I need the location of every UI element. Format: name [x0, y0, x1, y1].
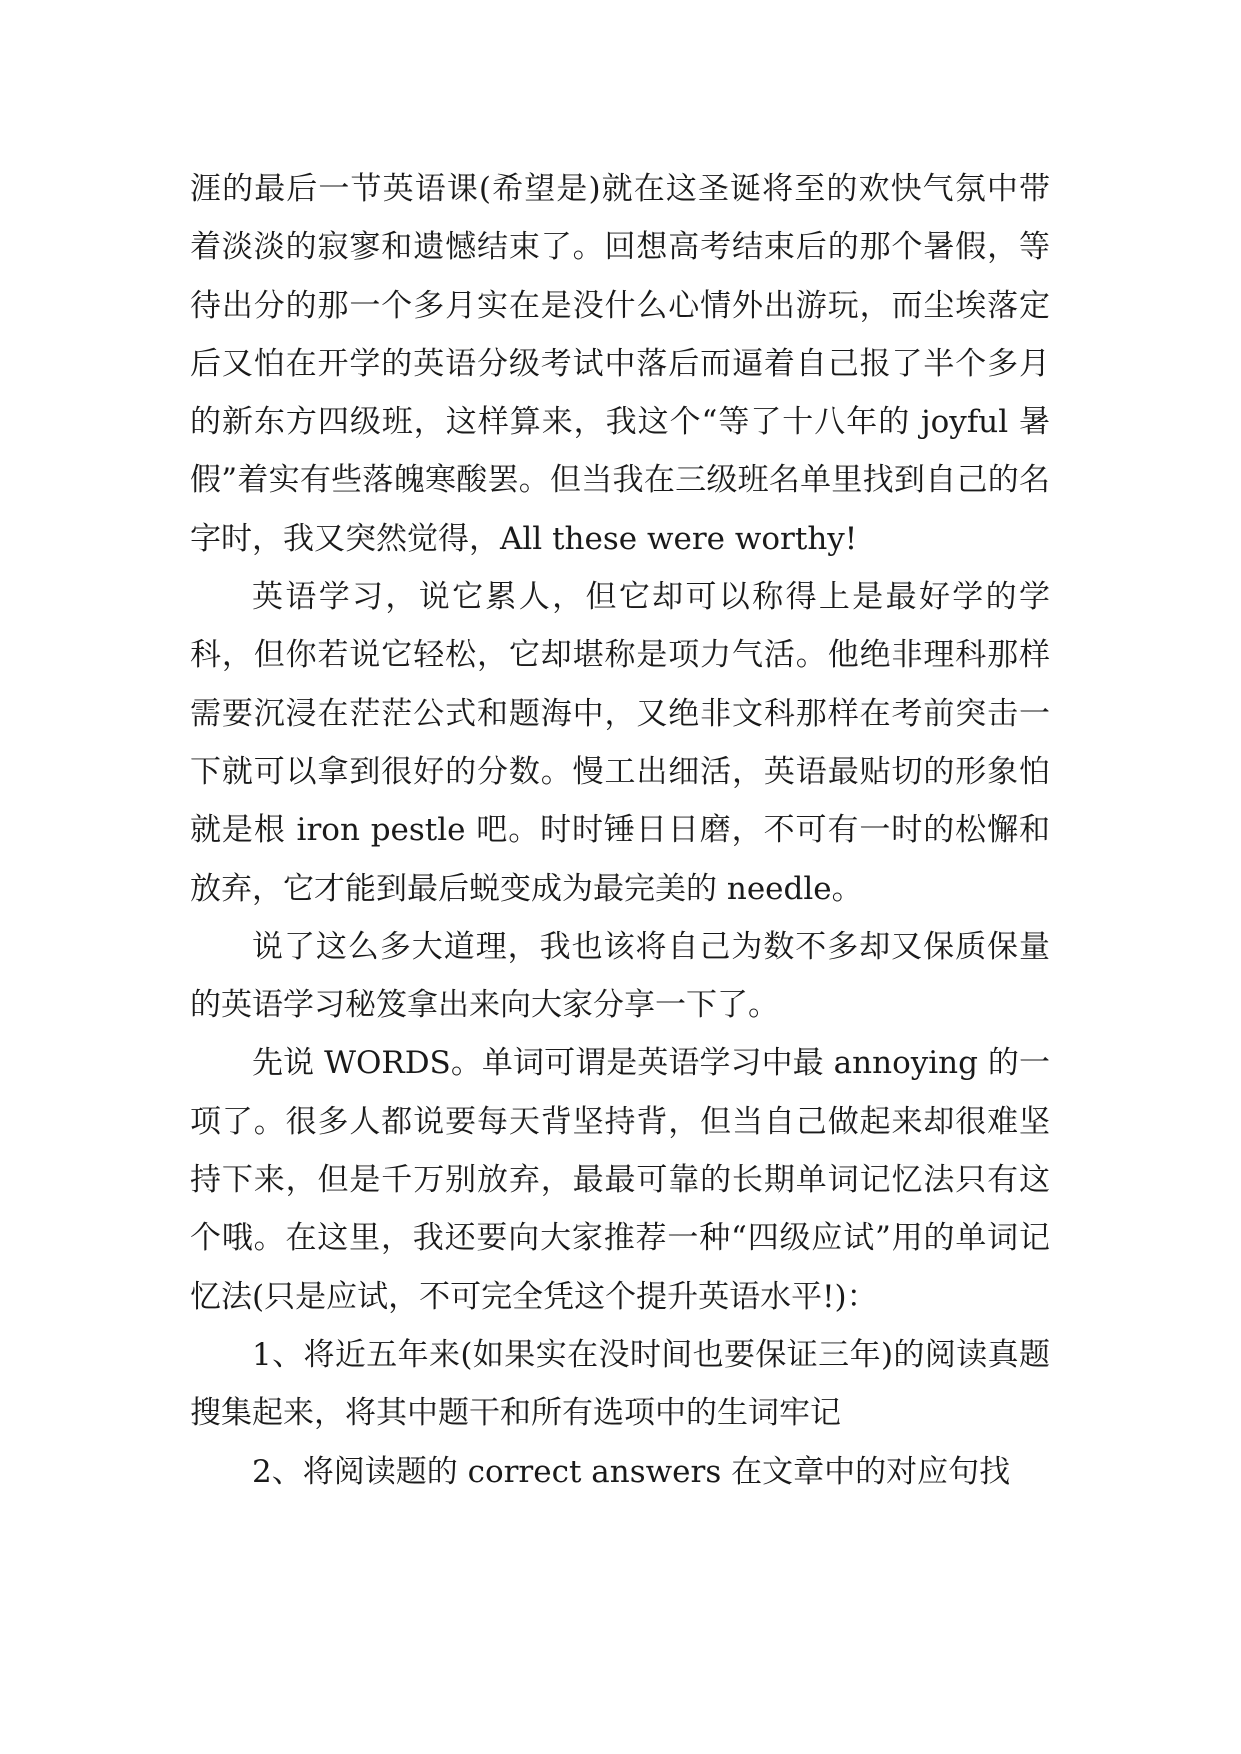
- paragraph-4: 先说 WORDS。单词可谓是英语学习中最 annoying 的一项了。很多人都说要每天背坚持背，但当自己做起来却很难坚持下来，但是千万别放弃，最最可靠的长期单词记忆法只有这个哦。在这里，我还要向大家推荐一种“四级应试”用的单词记忆法(只是应试，不可完全凭这个提升英语水平!)：: [190, 1045, 1050, 1315]
- paragraph-1: 涯的最后一节英语课(希望是)就在这圣诞将至的欢快气氛中带着淡淡的寂寥和遗憾结束了。回想高考结束后的那个暑假，等待出分的那一个多月实在是没什么心情外出游玩，而尘埃落定后又怕在开学的英语分级考试中落后而逼着自己报了半个多月的新东方四级班，这样算来，我这个“等了十八年的 joyful 暑假”着实有些落魄寒酸罢。但当我在三级班名单里找到自己的名字时，我又突然觉得，All these were worthy!: [190, 171, 1050, 557]
- paragraph-2: 英语学习，说它累人，但它却可以称得上是最好学的学科，但你若说它轻松，它却堪称是项力气活。他绝非理科那样需要沉浸在茫茫公式和题海中，又绝非文科那样在考前突击一下就可以拿到很好的分数。慢工出细活，英语最贴切的形象怕就是根 iron pestle 吧。时时锤日日磨，不可有一时的松懈和放弃，它才能到最后蜕变成为最完美的 needle。: [190, 579, 1050, 907]
- paragraph-5: 1、将近五年来(如果实在没时间也要保证三年)的阅读真题搜集起来，将其中题干和所有选项中的生词牢记: [190, 1336, 1050, 1432]
- document-body: [190, 160, 1050, 1501]
- paragraph-6: 2、将阅读题的 correct answers 在文章中的对应句找: [252, 1453, 1011, 1490]
- paragraph-3: 说了这么多大道理，我也该将自己为数不多却又保质保量的英语学习秘笈拿出来向大家分享一下了。: [190, 928, 1050, 1024]
